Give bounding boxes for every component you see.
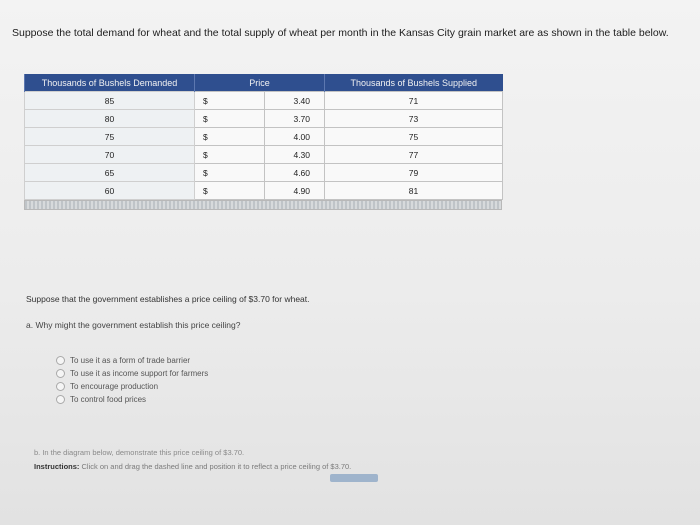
cell-supplied: 75 [325,128,503,146]
question-text: Suppose the total demand for wheat and the total supply of wheat per month in the Kansas City grain market are as shown in the table below. [12,27,669,39]
option-trade-barrier[interactable] [56,354,208,367]
cell-supplied: 79 [325,164,503,182]
cell-price: 3.70 [265,110,325,128]
cell-dollar: $ [195,110,265,128]
table-row [25,128,503,146]
cell-price: 4.90 [265,182,325,200]
cell-price: 4.30 [265,146,325,164]
cell-dollar: $ [195,164,265,182]
radio-button[interactable] [56,356,65,365]
cell-price: 3.40 [265,92,325,110]
table-row [25,182,503,200]
cell-dollar: $ [195,146,265,164]
cell-dollar: $ [195,182,265,200]
header-demanded: Thousands of Bushels Demanded [25,74,195,92]
option-label: To use it as income support for farmers [70,369,209,378]
cell-price: 4.00 [265,128,325,146]
option-label: To use it as a form of trade barrier [70,356,191,365]
instructions-text: Click on and drag the dashed line and position it to reflect a price ceiling of $3.70. [81,462,352,471]
cell-dollar: $ [195,128,265,146]
answer-options [56,354,208,406]
part-a-intro: Suppose that the government establishes a price ceiling of $3.70 for wheat. [26,294,310,304]
cell-demanded: 80 [25,110,195,128]
cell-demanded: 60 [25,182,195,200]
option-income-support[interactable] [56,367,208,380]
option-encourage-production[interactable] [56,380,208,393]
cell-price: 4.60 [265,164,325,182]
cell-supplied: 77 [325,146,503,164]
cell-supplied: 73 [325,110,503,128]
cell-demanded: 85 [25,92,195,110]
part-b-question: b. In the diagram below, demonstrate this price ceiling of $3.70. [34,448,245,457]
radio-button[interactable] [56,382,65,391]
instructions [34,462,594,471]
header-supplied: Thousands of Bushels Supplied [325,74,503,92]
radio-button[interactable] [56,395,65,404]
table-row [25,110,503,128]
table-scrollbar[interactable] [24,200,502,210]
part-a-question: a. Why might the government establish this price ceiling? [26,320,241,330]
option-label: To encourage production [70,382,159,391]
cell-supplied: 71 [325,92,503,110]
radio-button[interactable] [56,369,65,378]
supply-demand-table [24,74,502,210]
cell-demanded: 70 [25,146,195,164]
cell-supplied: 81 [325,182,503,200]
table-row [25,92,503,110]
instructions-label: Instructions: [34,462,80,471]
option-control-food-prices[interactable] [56,393,208,406]
cell-demanded: 65 [25,164,195,182]
header-price: Price [195,74,325,92]
option-label: To control food prices [70,395,147,404]
cell-demanded: 75 [25,128,195,146]
table-row [25,146,503,164]
table-row [25,164,503,182]
cell-dollar: $ [195,92,265,110]
diagram-button[interactable] [330,474,378,482]
